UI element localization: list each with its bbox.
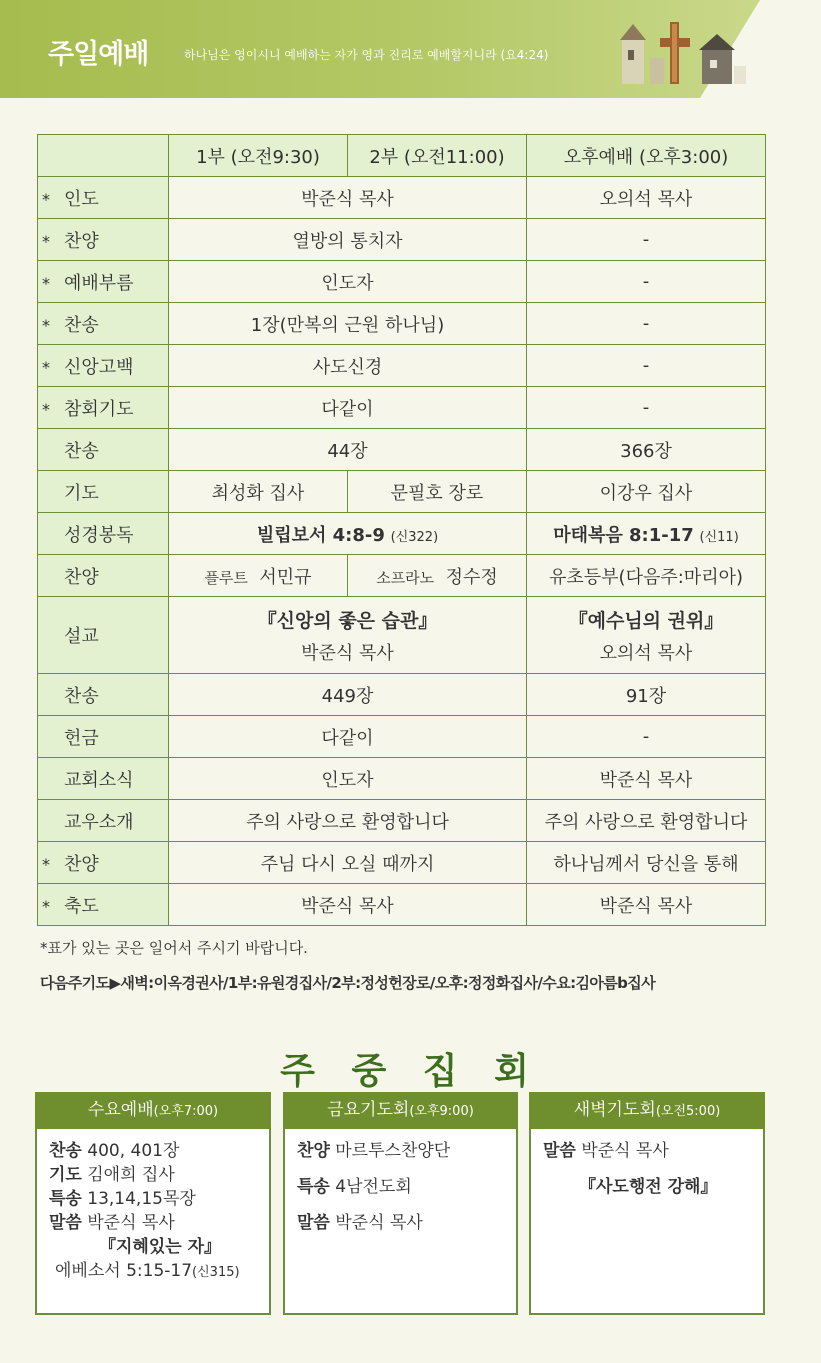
standing-mark: * bbox=[42, 399, 50, 419]
scripture: 에베소서 5:15-17 bbox=[55, 1261, 193, 1281]
morning-cell: 주의 사랑으로 환영합니다 bbox=[169, 800, 527, 842]
item-value: 마르투스찬양단 bbox=[329, 1141, 451, 1161]
dawn-prayer-box bbox=[529, 1092, 765, 1315]
col-second-service: 2부 (오전11:00) bbox=[348, 135, 527, 177]
morning-cell: 인도자 bbox=[169, 758, 527, 800]
evening-cell: - bbox=[527, 303, 766, 345]
header-verse: 하나님은 영이시니 예배하는 자가 영과 진리로 예배할지니라 (요4:24) bbox=[184, 48, 549, 62]
meeting-time: (오후7:00) bbox=[153, 1104, 219, 1119]
morning-cell: 주님 다시 오실 때까지 bbox=[169, 842, 527, 884]
preacher: 오의석 목사 bbox=[599, 642, 693, 664]
row-label: 인도 bbox=[64, 188, 99, 210]
box-body bbox=[531, 1129, 763, 1205]
row-label: 신앙고백 bbox=[64, 356, 134, 378]
row-label: 헌금 bbox=[64, 727, 99, 749]
corner-cell bbox=[38, 135, 169, 177]
list-item bbox=[297, 1133, 504, 1169]
table-row bbox=[38, 555, 766, 597]
box-header bbox=[35, 1092, 271, 1129]
row-label: 교우소개 bbox=[64, 811, 134, 833]
meeting-name: 새벽기도회 bbox=[573, 1100, 656, 1120]
sermon-title: 『예수님의 권위』 bbox=[568, 609, 724, 632]
item-value: 김애희 집사 bbox=[81, 1165, 175, 1185]
sermon-title: 『신앙의 좋은 습관』 bbox=[257, 609, 438, 632]
row-label: 예배부름 bbox=[64, 272, 134, 294]
row-label: 찬송 bbox=[64, 685, 99, 707]
morning-cell bbox=[169, 597, 527, 674]
row-label: 성경봉독 bbox=[64, 524, 134, 546]
col-evening-service: 오후예배 (오후3:00) bbox=[527, 135, 766, 177]
table-row bbox=[38, 429, 766, 471]
weekly-meetings-title: 주 중 집 회 bbox=[280, 1051, 541, 1092]
item-key: 말씀 bbox=[543, 1141, 576, 1161]
wednesday-service-box bbox=[35, 1092, 271, 1315]
performer-role: 소프라노 bbox=[376, 568, 435, 587]
performer-role: 플루트 bbox=[204, 568, 248, 587]
col-first-service: 1부 (오전9:30) bbox=[169, 135, 348, 177]
next-week-prayer: 다음주기도▶새벽:이옥경권사/1부:유원경집사/2부:정성헌장로/오후:정정화집사/수요:김아름b집사 bbox=[40, 974, 656, 992]
item-key: 특송 bbox=[297, 1177, 330, 1197]
evening-cell: 하나님께서 당신을 통해 bbox=[527, 842, 766, 884]
box-body bbox=[285, 1129, 516, 1241]
morning-cell: 다같이 bbox=[169, 716, 527, 758]
standing-mark: * bbox=[42, 357, 50, 377]
scripture-page: (신11) bbox=[699, 529, 739, 545]
item-value: 박준식 목사 bbox=[81, 1213, 175, 1233]
friday-prayer-box bbox=[283, 1092, 518, 1315]
morning-cell: 44장 bbox=[169, 429, 527, 471]
item-key: 말씀 bbox=[49, 1213, 82, 1233]
preacher: 박준식 목사 bbox=[301, 642, 394, 664]
evening-cell: 366장 bbox=[527, 429, 766, 471]
evening-cell: 박준식 목사 bbox=[527, 758, 766, 800]
list-item bbox=[297, 1205, 504, 1241]
evening-cell: - bbox=[527, 716, 766, 758]
evening-cell: 이강우 집사 bbox=[527, 471, 766, 513]
list-item bbox=[49, 1163, 257, 1187]
row-label: 찬양 bbox=[64, 853, 99, 875]
table-row bbox=[38, 471, 766, 513]
box-body bbox=[37, 1129, 269, 1285]
evening-cell: - bbox=[527, 387, 766, 429]
table-row bbox=[38, 842, 766, 884]
evening-cell bbox=[527, 597, 766, 674]
row-label: 설교 bbox=[64, 626, 99, 647]
morning-cell: 1장(만복의 근원 하나님) bbox=[169, 303, 527, 345]
item-value: 4남전도회 bbox=[329, 1177, 412, 1197]
scripture: 마태복음 8:1-17 bbox=[553, 524, 694, 546]
item-value: 400, 401장 bbox=[81, 1141, 180, 1161]
row-label: 기도 bbox=[64, 482, 99, 504]
page-title: 주일예배 bbox=[48, 39, 149, 70]
standing-mark: * bbox=[42, 896, 50, 916]
standing-mark: * bbox=[42, 315, 50, 335]
table-header-row bbox=[38, 135, 766, 177]
morning-cell bbox=[169, 513, 527, 555]
box-header bbox=[529, 1092, 765, 1129]
standing-mark: * bbox=[42, 273, 50, 293]
table-row bbox=[38, 513, 766, 555]
evening-cell: 유초등부(다음주:마리아) bbox=[527, 555, 766, 597]
morning-cell: 박준식 목사 bbox=[169, 884, 527, 926]
list-item bbox=[49, 1139, 257, 1163]
item-key: 특송 bbox=[49, 1189, 82, 1209]
scripture: 빌립보서 4:8-9 bbox=[256, 524, 385, 546]
evening-cell: - bbox=[527, 261, 766, 303]
morning-cell: 인도자 bbox=[169, 261, 527, 303]
table-row bbox=[38, 303, 766, 345]
second-service-cell: 문필호 장로 bbox=[348, 471, 527, 513]
evening-cell: 오의석 목사 bbox=[527, 177, 766, 219]
standing-mark: * bbox=[42, 189, 50, 209]
morning-cell: 사도신경 bbox=[169, 345, 527, 387]
table-row bbox=[38, 387, 766, 429]
sermon-title: 『사도행전 강해』 bbox=[579, 1177, 718, 1197]
meeting-time: (오전5:00) bbox=[655, 1104, 721, 1119]
scripture-page: (신322) bbox=[390, 529, 439, 545]
morning-cell: 다같이 bbox=[169, 387, 527, 429]
box-header bbox=[283, 1092, 518, 1129]
second-service-cell bbox=[348, 555, 527, 597]
performer-name: 정수정 bbox=[445, 566, 498, 588]
table-row bbox=[38, 345, 766, 387]
first-service-cell bbox=[169, 555, 348, 597]
item-key: 찬송 bbox=[49, 1141, 82, 1161]
evening-cell: - bbox=[527, 345, 766, 387]
meeting-time: (오후9:00) bbox=[409, 1104, 474, 1119]
row-label: 참회기도 bbox=[64, 398, 134, 420]
row-label: 찬송 bbox=[64, 314, 99, 336]
standing-mark: * bbox=[42, 231, 50, 251]
table-row bbox=[38, 716, 766, 758]
table-row bbox=[38, 219, 766, 261]
item-key: 기도 bbox=[49, 1165, 82, 1185]
item-value: 박준식 목사 bbox=[575, 1141, 669, 1161]
morning-cell: 449장 bbox=[169, 674, 527, 716]
row-label: 찬송 bbox=[64, 440, 99, 462]
morning-cell: 열방의 통치자 bbox=[169, 219, 527, 261]
table-row bbox=[38, 800, 766, 842]
standing-mark: * bbox=[42, 854, 50, 874]
row-label: 교회소식 bbox=[64, 769, 134, 791]
row-label: 축도 bbox=[64, 895, 99, 917]
first-service-cell: 최성화 집사 bbox=[169, 471, 348, 513]
item-key: 찬양 bbox=[297, 1141, 330, 1161]
list-item bbox=[49, 1211, 257, 1235]
item-key: 말씀 bbox=[297, 1213, 330, 1233]
item-value: 13,14,15목장 bbox=[81, 1189, 196, 1209]
row-label: 찬양 bbox=[64, 566, 99, 588]
item-value: 박준식 목사 bbox=[329, 1213, 423, 1233]
evening-cell: 주의 사랑으로 환영합니다 bbox=[527, 800, 766, 842]
service-order-table bbox=[37, 134, 766, 926]
evening-cell bbox=[527, 513, 766, 555]
table-row bbox=[38, 884, 766, 926]
sermon-title: 『지혜있는 자』 bbox=[99, 1237, 222, 1257]
scripture-line bbox=[49, 1259, 257, 1285]
list-item bbox=[297, 1169, 504, 1205]
list-item bbox=[543, 1133, 751, 1169]
table-row bbox=[38, 758, 766, 800]
standing-note: *표가 있는 곳은 일어서 주시기 바랍니다. bbox=[40, 939, 308, 957]
table-row bbox=[38, 597, 766, 674]
evening-cell: 박준식 목사 bbox=[527, 884, 766, 926]
morning-cell: 박준식 목사 bbox=[169, 177, 527, 219]
meeting-name: 금요기도회 bbox=[327, 1100, 410, 1120]
table-row bbox=[38, 261, 766, 303]
table-row bbox=[38, 177, 766, 219]
performer-name: 서민규 bbox=[259, 566, 312, 588]
evening-cell: 91장 bbox=[527, 674, 766, 716]
evening-cell: - bbox=[527, 219, 766, 261]
scripture-page: (신315) bbox=[192, 1265, 240, 1280]
church-cross-illustration bbox=[610, 10, 750, 94]
meeting-name: 수요예배 bbox=[87, 1100, 154, 1120]
table-row bbox=[38, 674, 766, 716]
row-label: 찬양 bbox=[64, 230, 99, 252]
list-item bbox=[49, 1187, 257, 1211]
